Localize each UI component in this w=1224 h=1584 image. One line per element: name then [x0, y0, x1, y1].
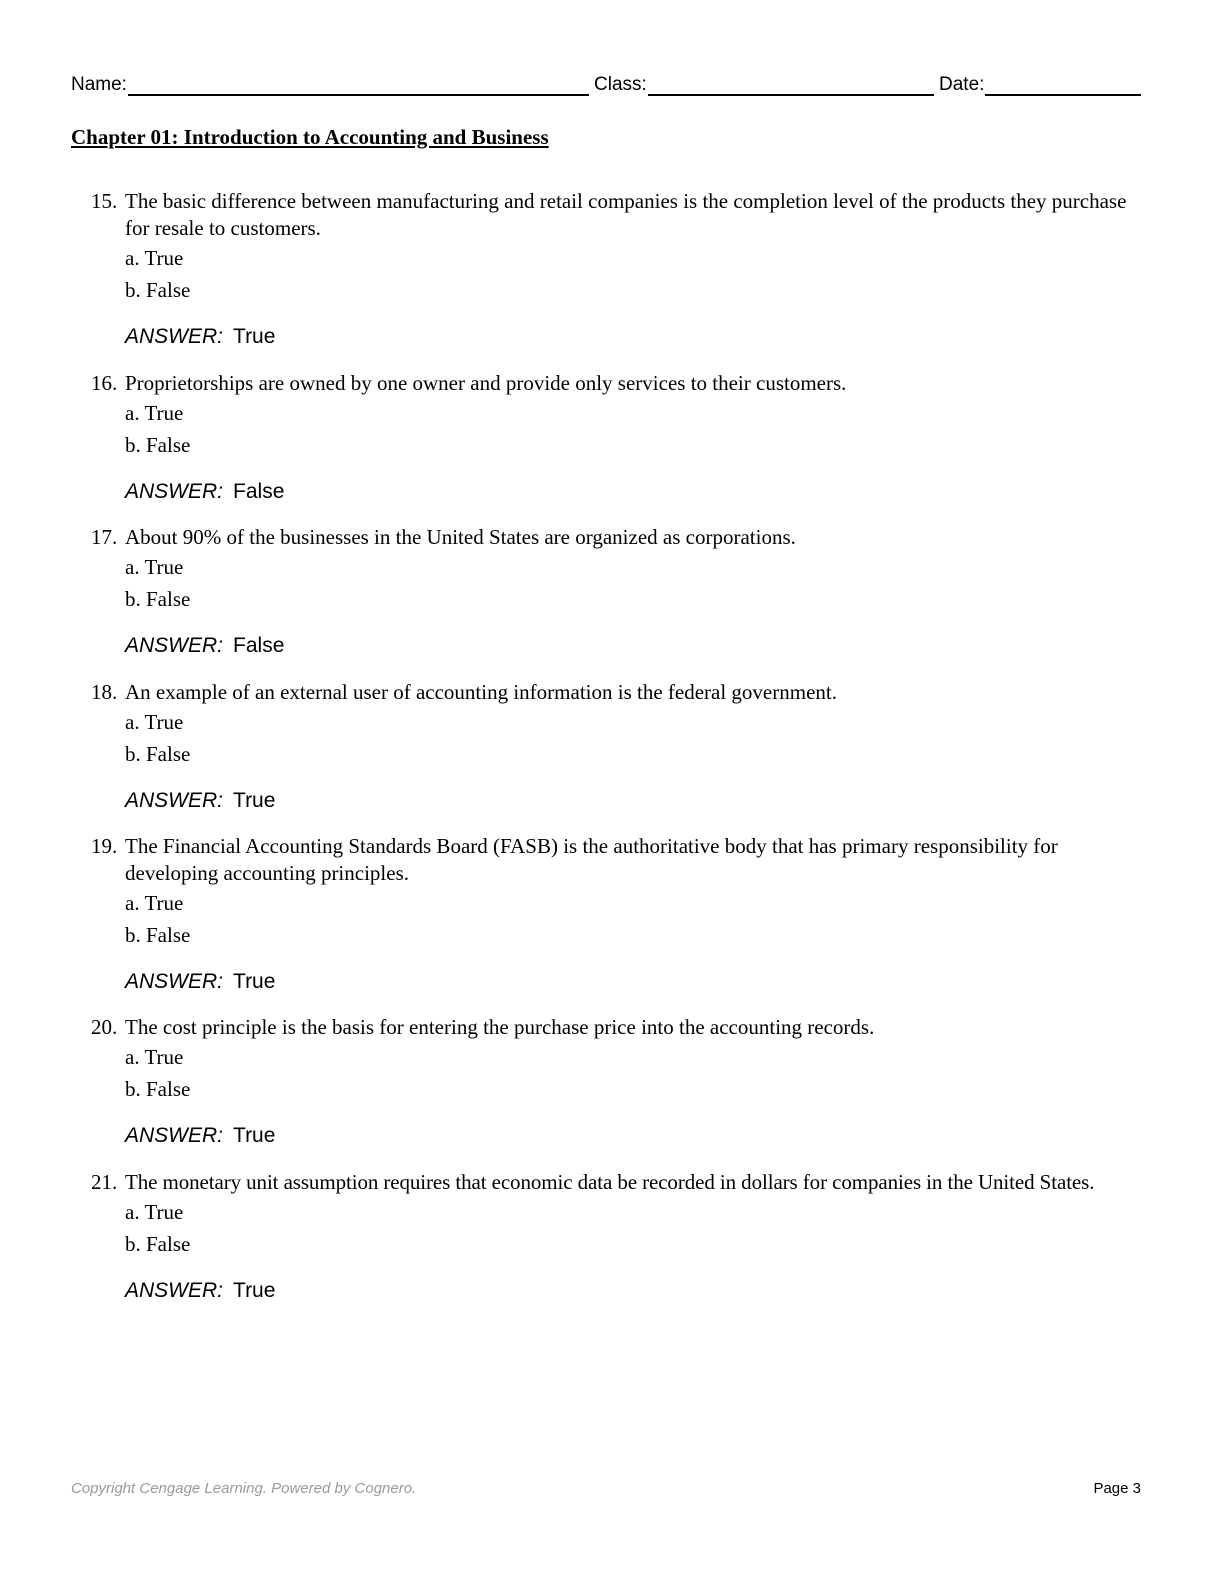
- question-text: The monetary unit assumption requires that economic data be recorded in dollars for companies in the United States.: [125, 1170, 1095, 1194]
- date-field: [939, 72, 1141, 96]
- question-stem: [91, 1169, 1151, 1196]
- date-label: Date:: [939, 74, 985, 95]
- answer-line: [125, 1121, 1151, 1151]
- question-item: [91, 370, 1151, 507]
- choice-false: b. False: [125, 278, 191, 302]
- question-number: 19.: [91, 834, 118, 858]
- class-label: Class:: [594, 74, 647, 95]
- question-stem: [91, 524, 1151, 551]
- question-text: Proprietorships are owned by one owner and provide only services to their customers.: [125, 371, 847, 395]
- name-field: [71, 72, 589, 96]
- answer-label: ANSWER:: [125, 1279, 224, 1302]
- answer-value: True: [233, 970, 276, 993]
- question-stem: [91, 679, 1151, 706]
- question-text: An example of an external user of accounting information is the federal government.: [125, 680, 837, 704]
- choice-true: a. True: [125, 246, 184, 270]
- answer-label: ANSWER:: [125, 325, 224, 348]
- question-number: 16.: [91, 371, 118, 395]
- page-number: Page 3: [1093, 1480, 1141, 1497]
- answer-line: [125, 631, 1151, 661]
- choice-false: b. False: [125, 742, 191, 766]
- answer-label: ANSWER:: [125, 970, 224, 993]
- question-number: 21.: [91, 1170, 118, 1194]
- question-item: [91, 1014, 1151, 1151]
- choice-false: b. False: [125, 433, 191, 457]
- choice-true: a. True: [125, 555, 184, 579]
- question-number: 18.: [91, 680, 118, 704]
- choice-true: a. True: [125, 710, 184, 734]
- question-text: The basic difference between manufacturing and retail companies is the completion level of the products they purchase for resale to customers.: [125, 189, 1127, 240]
- copyright-notice: Copyright Cengage Learning. Powered by Cognero.: [71, 1480, 417, 1497]
- answer-line: [125, 786, 1151, 816]
- answer-value: True: [233, 1279, 276, 1302]
- question-text: The Financial Accounting Standards Board (FASB) is the authoritative body that has primary responsibility for developing accounting principles.: [125, 834, 1058, 885]
- class-field: [594, 72, 934, 96]
- answer-label: ANSWER:: [125, 480, 224, 503]
- choice-true: a. True: [125, 1200, 184, 1224]
- choice-true: a. True: [125, 891, 184, 915]
- question-number: 17.: [91, 525, 118, 549]
- choice-false: b. False: [125, 1077, 191, 1101]
- question-item: [91, 833, 1151, 997]
- answer-line: [125, 967, 1151, 997]
- choice-true: a. True: [125, 401, 184, 425]
- question-text: The cost principle is the basis for entering the purchase price into the accounting records.: [125, 1015, 875, 1039]
- question-item: [91, 188, 1151, 352]
- question-stem: [91, 188, 1151, 242]
- name-blank-line[interactable]: [128, 72, 589, 96]
- answer-label: ANSWER:: [125, 634, 224, 657]
- answer-value: True: [233, 789, 276, 812]
- choice-false: b. False: [125, 923, 191, 947]
- class-blank-line[interactable]: [648, 72, 934, 96]
- question-text: About 90% of the businesses in the United States are organized as corporations.: [125, 525, 796, 549]
- worksheet-header: [71, 72, 1141, 98]
- answer-value: True: [233, 325, 276, 348]
- answer-line: [125, 322, 1151, 352]
- question-item: [91, 1169, 1151, 1306]
- name-label: Name:: [71, 74, 127, 95]
- answer-value: False: [233, 480, 285, 503]
- answer-label: ANSWER:: [125, 1124, 224, 1147]
- question-item: [91, 524, 1151, 661]
- chapter-title: Chapter 01: Introduction to Accounting and Business: [71, 125, 549, 149]
- question-stem: [91, 370, 1151, 397]
- question-number: 15.: [91, 189, 118, 213]
- question-item: [91, 679, 1151, 816]
- choice-false: b. False: [125, 587, 191, 611]
- choice-true: a. True: [125, 1045, 184, 1069]
- answer-label: ANSWER:: [125, 789, 224, 812]
- date-blank-line[interactable]: [985, 72, 1141, 96]
- answer-value: True: [233, 1124, 276, 1147]
- question-stem: [91, 1014, 1151, 1041]
- answer-value: False: [233, 634, 285, 657]
- question-stem: [91, 833, 1151, 887]
- answer-line: [125, 1276, 1151, 1306]
- question-number: 20.: [91, 1015, 118, 1039]
- answer-line: [125, 477, 1151, 507]
- choice-false: b. False: [125, 1232, 191, 1256]
